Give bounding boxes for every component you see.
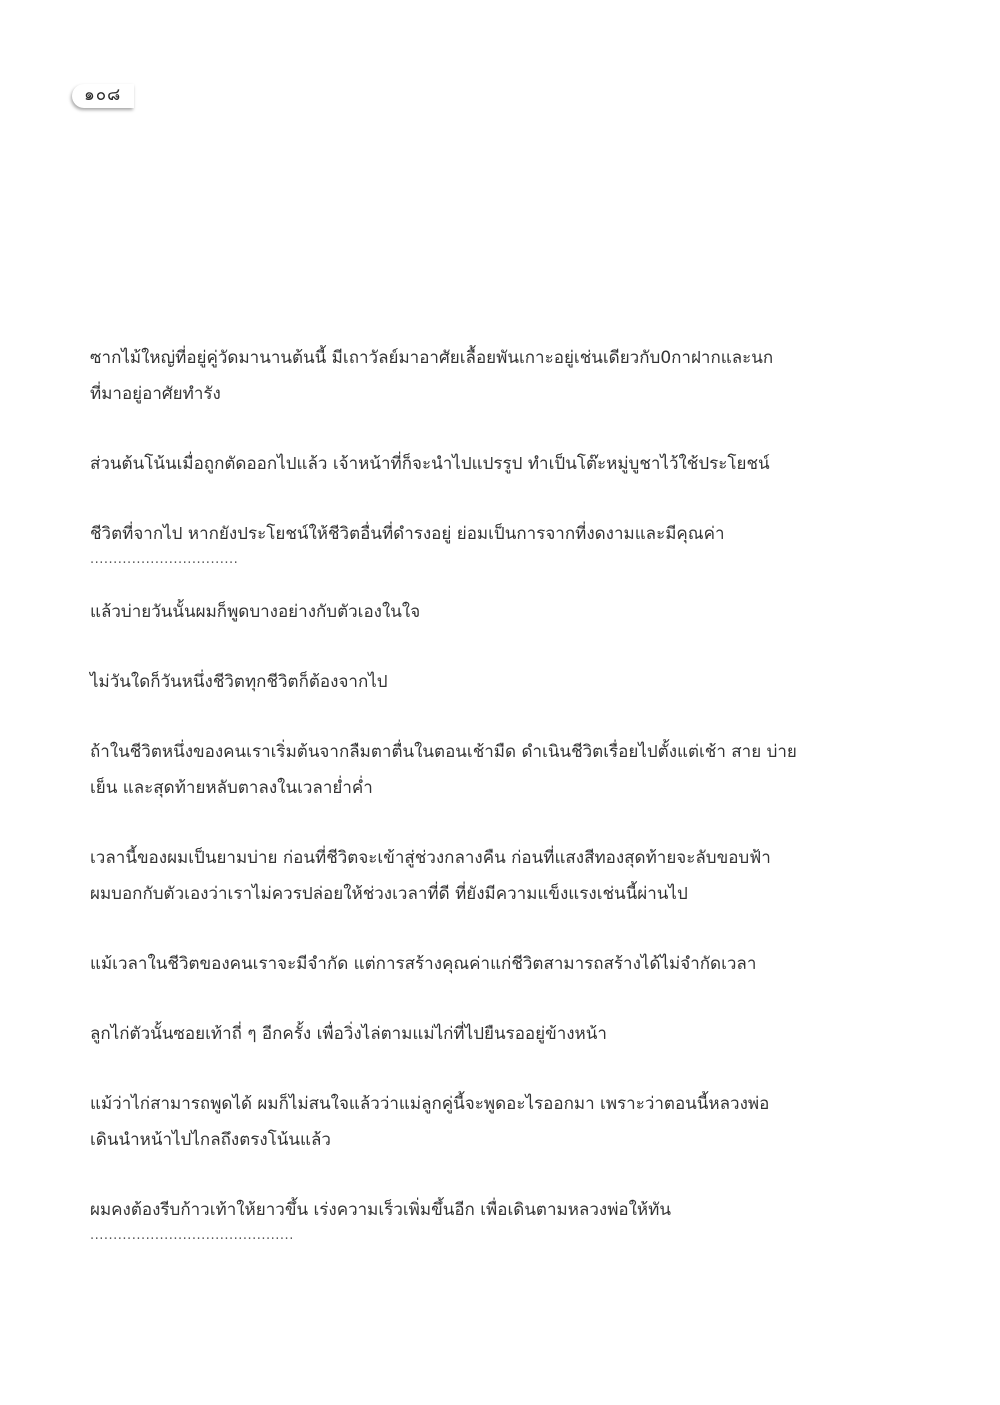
page-number: ๑๐๘	[72, 84, 134, 108]
paragraph-line: ผมคงต้องรีบก้าวเท้าให้ยาวขึ้น เร่งความเร็วเพิ่มขึ้นอีก เพื่อเดินตามหลวงพ่อให้ทัน	[90, 1200, 671, 1220]
dotted-separator: ............................................	[90, 1228, 294, 1243]
paragraph	[90, 446, 850, 482]
paragraph	[90, 946, 850, 982]
dotted-separator: ................................	[90, 552, 239, 567]
body-text	[90, 340, 850, 1270]
paragraph-line: ชีวิตที่จากไป หากยังประโยชน์ให้ชีวิตอื่นที่ดำรงอยู่ ย่อมเป็นการจากที่งดงามและมีคุณค่า	[90, 524, 725, 544]
paragraph	[90, 340, 850, 412]
paragraph	[90, 1192, 850, 1244]
paragraph	[90, 840, 850, 912]
paragraph-line: ถ้าในชีวิตหนึ่งของคนเราเริ่มต้นจากลืมตาตื่นในตอนเช้ามืด ดำเนินชีวิตเรื่อยไปตั้งแต่เช้า สาย บ่าย	[90, 742, 797, 762]
paragraph	[90, 1016, 850, 1052]
paragraph-line: เวลานี้ของผมเป็นยามบ่าย ก่อนที่ชีวิตจะเข้าสู่ช่วงกลางคืน ก่อนที่แสงสีทองสุดท้ายจะลับขอบฟ้า	[90, 848, 771, 868]
paragraph	[90, 1086, 850, 1158]
paragraph	[90, 516, 850, 568]
paragraph-line: เย็น และสุดท้ายหลับตาลงในเวลาย่ำค่ำ	[90, 778, 373, 798]
paragraph-line: แล้วบ่ายวันนั้นผมก็พูดบางอย่างกับตัวเองในใจ	[90, 602, 421, 622]
paragraph-line: ไม่วันใดก็วันหนึ่งชีวิตทุกชีวิตก็ต้องจากไป	[90, 672, 388, 692]
paragraph	[90, 594, 850, 630]
paragraph-line: เดินนำหน้าไปไกลถึงตรงโน้นแล้ว	[90, 1130, 331, 1150]
paragraph	[90, 734, 850, 806]
paragraph-line: ที่มาอยู่อาศัยทำรัง	[90, 384, 221, 404]
paragraph-line: ผมบอกกับตัวเองว่าเราไม่ควรปล่อยให้ช่วงเวลาที่ดี ที่ยังมีความแข็งแรงเช่นนี้ผ่านไป	[90, 884, 688, 904]
paragraph-line: ลูกไก่ตัวนั้นซอยเท้าถี่ ๆ อีกครั้ง เพื่อวิ่งไล่ตามแม่ไก่ที่ไปยืนรออยู่ข้างหน้า	[90, 1024, 607, 1044]
paragraph-line: ส่วนต้นโน้นเมื่อถูกตัดออกไปแล้ว เจ้าหน้าที่ก็จะนำไปแปรรูป ทำเป็นโต๊ะหมู่บูชาไว้ใช้ประโยชน์	[90, 454, 770, 474]
paragraph-line: แม้เวลาในชีวิตของคนเราจะมีจำกัด แต่การสร้างคุณค่าแก่ชีวิตสามารถสร้างได้ไม่จำกัดเวลา	[90, 954, 757, 974]
paragraph	[90, 664, 850, 700]
paragraph-line: แม้ว่าไก่สามารถพูดได้ ผมก็ไม่สนใจแล้วว่าแม่ลูกคู่นี้จะพูดอะไรออกมา เพราะว่าตอนนี้หลวงพ่อ	[90, 1094, 770, 1114]
paragraph-line: ซากไม้ใหญ่ที่อยู่คู่วัดมานานต้นนี้ มีเถาวัลย์มาอาศัยเลื้อยพันเกาะอยู่เช่นเดียวกับ0กาฝากและนก	[90, 348, 774, 368]
